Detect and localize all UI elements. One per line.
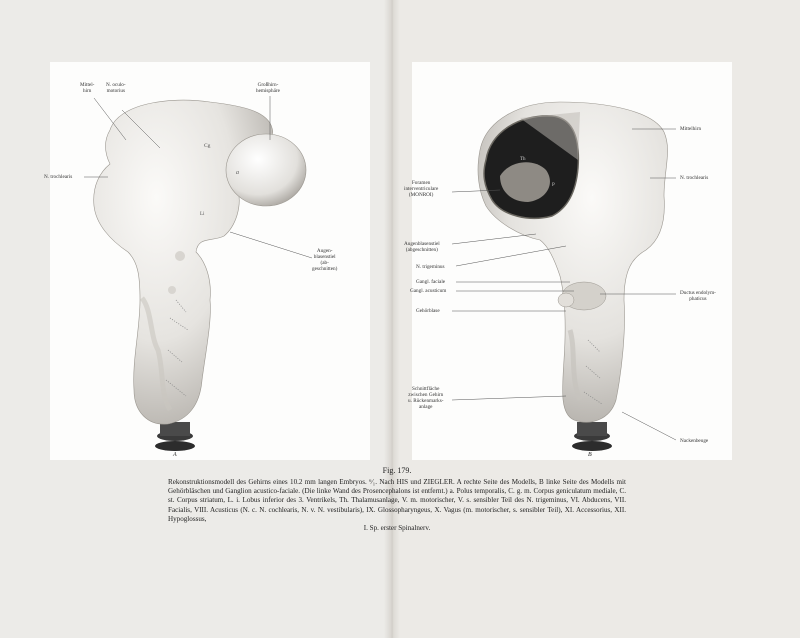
mark-a: a [236, 170, 239, 176]
label-mittelhirn-a: Mittel- hirn [80, 82, 95, 94]
label-n-oculomotorius: N. oculo- motorius [106, 82, 126, 94]
label-mittelhirn-b: Mittelhirn [680, 126, 702, 132]
figure-title: Fig. 179. [382, 466, 412, 475]
label-gangl-acusticum: Gangl. acusticum [410, 288, 447, 294]
label-augenblasenstiel-a: Augen- blasenstiel (ab- geschnitten) [312, 248, 338, 272]
mark-p: P [552, 183, 555, 188]
plate-letter-b: B [588, 452, 592, 458]
plate-letter-a: A [173, 452, 177, 458]
mark-th: Th [520, 157, 526, 162]
figure-caption-text: Rekonstruktionsmodell des Gehirns eines 10.2 mm langen Embryos. ⁶⁄₁. Nach HIS und ZIEGLER. A rechte Seite des Modells, B linke Seite des Modells mit Gehörbläschen und Ganglion acustico-faciale. (Die linke Wand des Prosencephalons ist entfernt.) a. Polus temporalis, C. g. m. Corpus geniculatum mediale, C. st. Corpus striatum, L. i. Lobus inferior des 3. Ventrikels, Th. Thalamusanlage, V. m. motorischer, V. s. sensibler Teil des N. trigeminus, VI. Abducens, VII. Facialis, VIII. Acusticus (N. c. N. cochlearis, N. v. N. vestibularis), IX. Glossopharyngeus, X. Vagus (m. motorischer, s. sensibler Teil), XI. Accessorius, XII. Hypoglossus, [168, 478, 626, 523]
figure-caption [168, 478, 626, 533]
label-n-trochlearis-a: N. trochlearis [44, 174, 73, 180]
label-augenblasenstiel-b: Augenblasenstiel (abgeschnitten) [404, 241, 440, 253]
label-foramen: Foramen interventriculare (MONROI) [404, 180, 439, 198]
mark-li: Li [200, 212, 205, 217]
label-gehoerblase: Gehörblase [416, 308, 440, 314]
label-n-trochlearis-b: N. trochlearis [680, 175, 709, 181]
mark-cg: Cg [204, 143, 211, 149]
label-nackenbeuge: Nackenbeuge [680, 438, 709, 444]
label-schnittflaeche: Schnittfläche zwischen Gehirn u. Rückenmarks- anlage [408, 386, 444, 410]
label-grosshirnhemisphaere: Großhirn- hemisphäre [256, 82, 280, 94]
label-gangl-faciale: Gangl. faciale [416, 279, 446, 285]
label-ductus-endolymphaticus: Ductus endolym- phaticus [680, 290, 716, 302]
figure-caption-last-line: I. Sp. erster Spinalnerv. [363, 524, 431, 533]
figure-caption-block [168, 466, 626, 533]
label-n-trigeminus: N. trigeminus [416, 264, 445, 270]
